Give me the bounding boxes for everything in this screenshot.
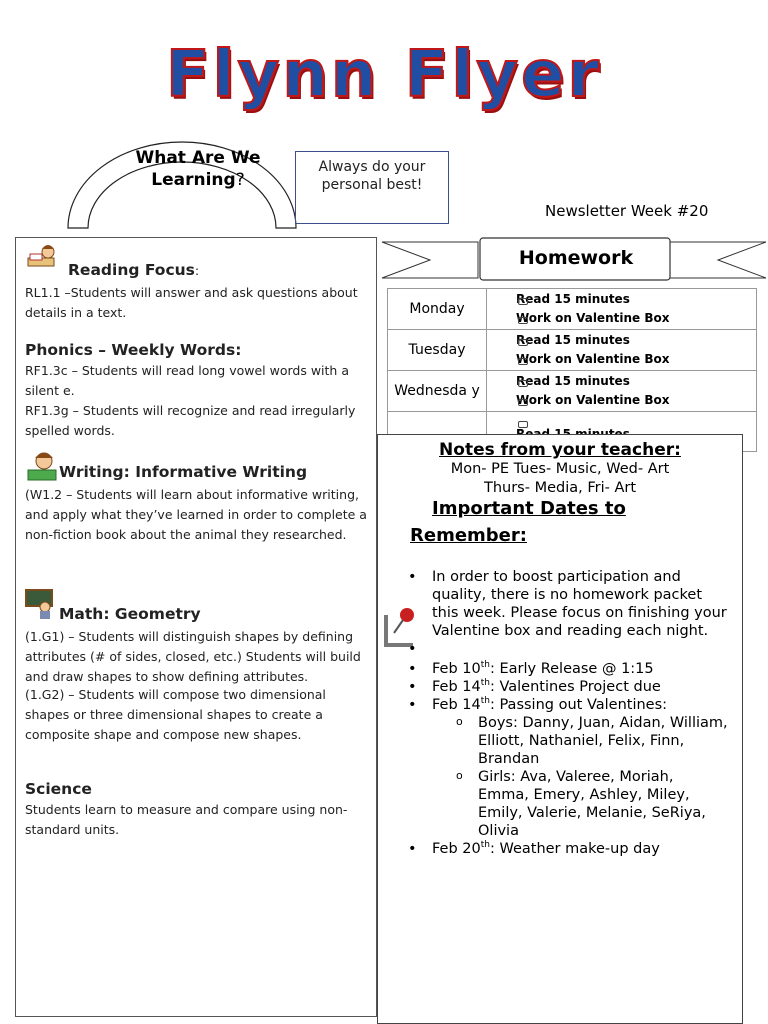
table-row: [388, 371, 757, 412]
writing-heading: Writing: Informative Writing: [59, 463, 308, 481]
list-item: • Feb 20th: Weather make-up day: [432, 840, 732, 858]
writing-child-icon: [24, 450, 60, 482]
list-item: o Girls: Ava, Valeree, Moriah, Emma, Emery, Ashley, Miley, Emily, Valerie, Melanie, SeRiya, Olivia: [478, 768, 728, 840]
phonics-body-1: RF1.3c – Students will read long vowel words with a silent e.: [25, 363, 349, 398]
motto-box: Always do your personal best!: [295, 151, 449, 224]
math-body-1: (1.G1) – Students will distinguish shapes by defining attributes (# of sides, closed, etc.) Students will build and draw shapes to show defining attributes.: [25, 629, 361, 684]
phonics-body-2: RF1.3g – Students will recognize and read irregularly spelled words.: [25, 403, 356, 438]
math-heading: Math: Geometry: [59, 605, 201, 623]
newsletter-title: Flynn Flyer: [165, 38, 603, 112]
homework-title: Homework: [518, 247, 634, 269]
list-item: o Boys: Danny, Juan, Aidan, William, Elliott, Nathaniel, Felix, Finn, Brandan: [478, 714, 728, 768]
homework-item: Work on Valentine Box: [488, 391, 755, 410]
list-item: [432, 640, 732, 660]
table-row: [388, 330, 757, 371]
phonics-heading: Phonics – Weekly Words:: [25, 341, 242, 359]
list-item: • Feb 14th: Valentines Project due: [432, 678, 732, 696]
science-body: Students learn to measure and compare using non-standard units.: [25, 802, 348, 837]
homework-item: Work on Valentine Box: [488, 309, 755, 328]
math-body-2: (1.G2) – Students will compose two dimensional shapes or three dimensional shapes to create a composite shape and compose new shapes.: [25, 687, 326, 742]
list-item: • Feb 10th: Early Release @ 1:15: [432, 660, 732, 678]
dates-list: [432, 568, 732, 858]
reading-child-icon: [24, 240, 60, 272]
list-item: • Feb 14th: Passing out Valentines: o Boys: Danny, Juan, Aidan, William, Elliott, Nathaniel, Felix, Finn, Brandan o Girls: Ava, Valeree, Moriah, Emma, Emery, Ashley, Miley, Emily, Valerie, Melanie, SeRiya, Olivia: [432, 696, 732, 840]
day-cell: Wednesda y: [388, 371, 487, 412]
specials-line-1: Mon- PE Tues- Music, Wed- Art: [450, 461, 670, 477]
homework-item: Work on Valentine Box: [488, 350, 755, 369]
reading-body: RL1.1 –Students will answer and ask questions about details in a text.: [25, 285, 358, 320]
writing-body: (W1.2 – Students will learn about informative writing, and apply what they’ve learned in order to complete a non-fiction book about the animal they researched.: [25, 487, 367, 542]
week-label: Newsletter Week #20: [545, 202, 709, 220]
homework-table: [387, 288, 757, 452]
homework-item: Read 15 minutes: [488, 290, 755, 309]
notes-heading: Notes from your teacher:: [439, 440, 681, 460]
reading-heading: Reading Focus:: [68, 261, 200, 279]
chalkboard-icon: [23, 587, 59, 619]
homework-item: Read 15 minutes: [488, 331, 755, 350]
table-row: [388, 289, 757, 330]
specials-line-2: Thurs- Media, Fri- Art: [483, 480, 637, 496]
list-item: • In order to boost participation and quality, there is no homework packet this week. Please focus on finishing your Valentine box and reading each night.: [432, 568, 732, 640]
day-cell: Monday: [388, 289, 487, 330]
arch-heading: What Are We Learning?: [135, 148, 261, 190]
day-cell: Tuesday: [388, 330, 487, 371]
homework-item: Read 15 minutes: [488, 372, 755, 391]
important-dates-heading: Important Dates to: [432, 498, 626, 519]
important-dates-heading-2: Remember:: [410, 525, 527, 546]
science-heading: Science: [25, 780, 92, 798]
